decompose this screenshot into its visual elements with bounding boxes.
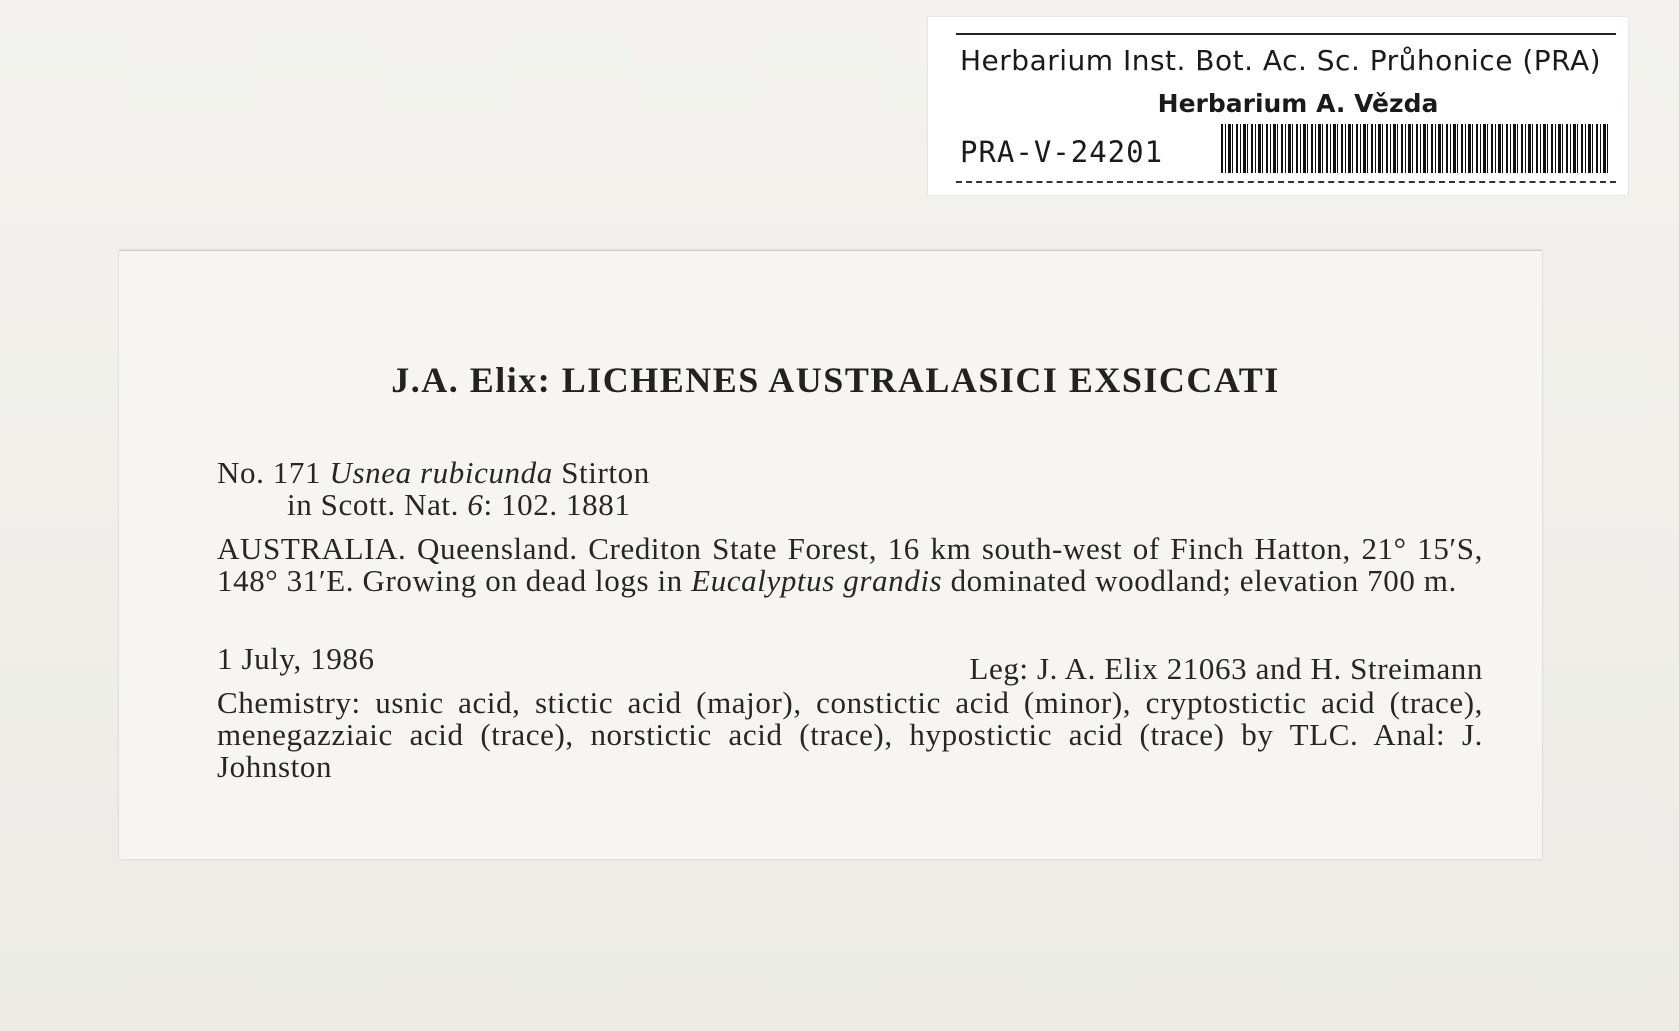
exsiccata-number: No. 171 <box>217 455 322 490</box>
label-bottom-rule <box>956 181 1616 183</box>
collection-name: Herbarium A. Vězda <box>1157 89 1439 118</box>
taxon-author: Stirton <box>561 455 650 490</box>
collector: Leg: J. A. Elix 21063 and H. Streimann <box>969 651 1483 686</box>
publication-pages-year: : 102. 1881 <box>483 487 631 522</box>
barcode-image <box>1221 124 1609 173</box>
series-title: J.A. Elix: LICHENES AUSTRALASICI EXSICCATI <box>391 360 1280 400</box>
publication-title: in Scott. Nat. <box>287 487 459 522</box>
herbarium-barcode-label <box>928 17 1628 195</box>
collection-info-row <box>217 641 1483 686</box>
label-top-rule <box>956 33 1616 35</box>
publication-volume: 6 <box>467 487 484 522</box>
taxon-entry <box>217 457 1483 521</box>
exsiccata-label <box>119 250 1542 859</box>
taxon-name: Usnea rubicunda <box>329 455 553 490</box>
locality-text <box>217 533 1483 597</box>
collection-date: 1 July, 1986 <box>217 641 375 676</box>
locality-description: AUSTRALIA. Queensland. Crediton State Forest, 16 km south-west of Finch Hatton, 21° 15′S, 148° 31′E. Growing on dead logs in <box>217 531 1483 598</box>
chemistry-text: Chemistry: usnic acid, stictic acid (major), constictic acid (minor), cryptostictic acid (trace), menegazziaic acid (trace), norstictic acid (trace), hypostictic acid (trace) by TLC. Anal: J. Johnston <box>217 685 1483 784</box>
host-taxon: Eucalyptus grandis <box>691 563 943 598</box>
habitat-elevation: dominated woodland; elevation 700 m. <box>950 563 1457 598</box>
institution-name: Herbarium Inst. Bot. Ac. Sc. Průhonice (PRA) <box>960 44 1602 77</box>
publication-reference <box>217 489 1483 521</box>
specimen-id: PRA-V-24201 <box>960 135 1164 169</box>
